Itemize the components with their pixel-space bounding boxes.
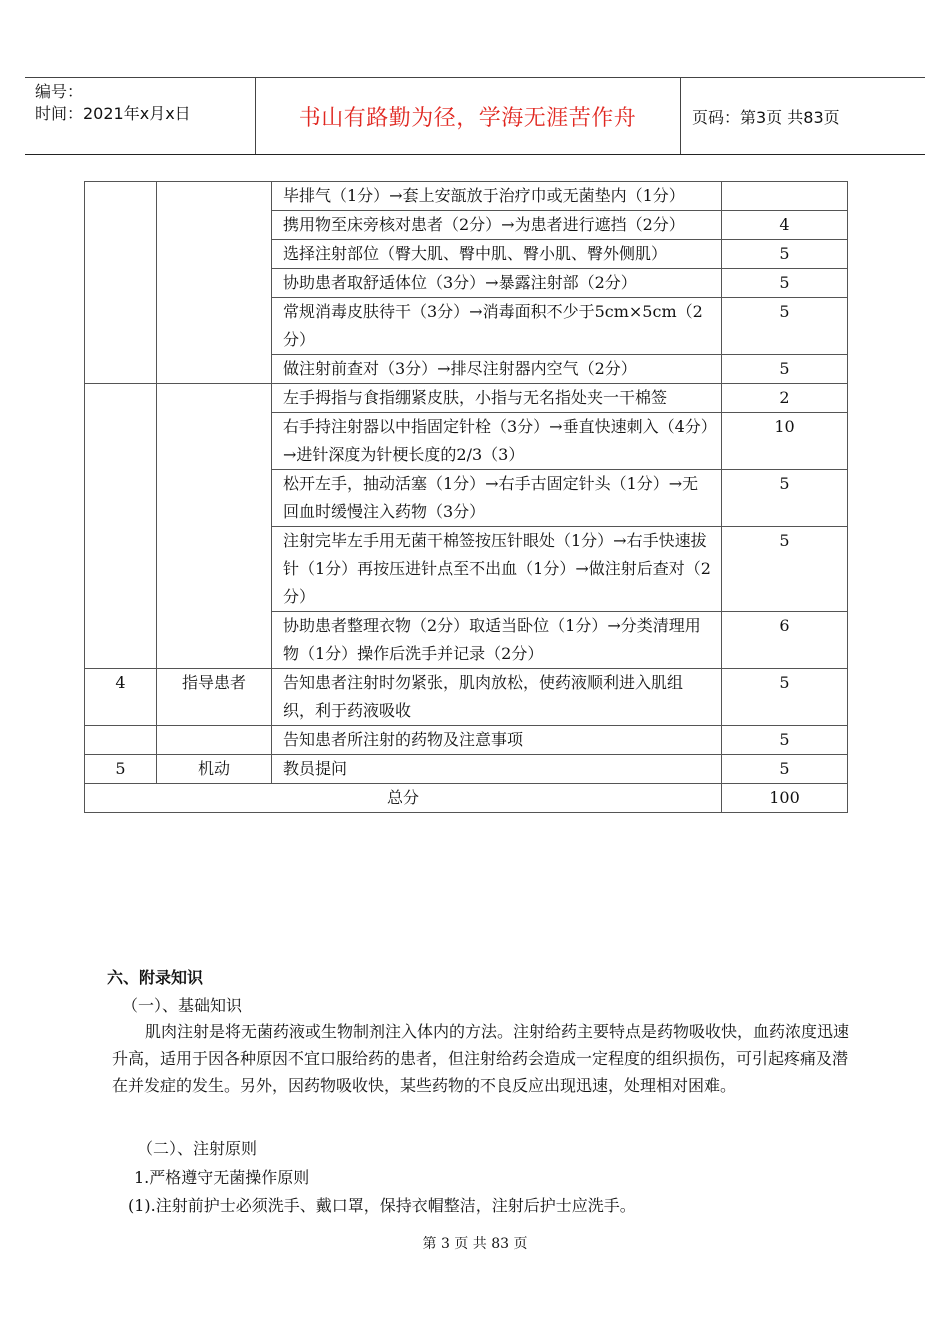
table-cell-number: [85, 384, 157, 669]
principle-subitem: (1).注射前护士必须洗手、戴口罩，保持衣帽整洁，注射后护士应洗手。: [128, 1196, 636, 1215]
table-total-row: [85, 784, 848, 813]
table-row: [85, 755, 848, 784]
header-top-rule: [25, 77, 925, 78]
scoring-table: [84, 181, 848, 813]
appendix-subheading-principles: （二）、注射原则: [137, 1139, 258, 1158]
table-row: [85, 384, 848, 413]
table-cell-category: 机动: [157, 755, 272, 784]
table-cell-number: 5: [85, 755, 157, 784]
table-cell-description: 告知患者所注射的药物及注意事项: [272, 726, 722, 755]
table-cell-number: [85, 182, 157, 384]
table-cell-description: 毕排气（1分）→套上安瓿放于治疗巾或无菌垫内（1分）: [272, 182, 722, 211]
table-cell-category: [157, 384, 272, 669]
table-cell-description: 注射完毕左手用无菌干棉签按压针眼处（1分）→右手快速拔针（1分）再按压进针点至不出血（1分）→做注射后查对（2分）: [272, 527, 722, 612]
table-cell-score: [722, 182, 848, 211]
table-cell-description: 携用物至床旁核对患者（2分）→为患者进行遮挡（2分）: [272, 211, 722, 240]
table-cell-number: 4: [85, 669, 157, 726]
table-cell-score: 2: [722, 384, 848, 413]
table-cell-score: 4: [722, 211, 848, 240]
header-motto: 书山有路勤为径，学海无涯苦作舟: [298, 106, 637, 131]
table-cell-score: 10: [722, 413, 848, 470]
principle-item: 1.严格遵守无菌操作原则: [134, 1168, 310, 1187]
table-cell-score: 5: [722, 298, 848, 355]
header-bottom-rule: [25, 154, 925, 155]
table-row: [85, 182, 848, 211]
table-cell-category: [157, 726, 272, 755]
total-label: 总分: [85, 784, 722, 813]
page-header: [25, 77, 925, 155]
table-cell-description: 教员提问: [272, 755, 722, 784]
appendix-heading: 六、附录知识: [107, 968, 204, 987]
table-cell-description: 做注射前查对（3分）→排尽注射器内空气（2分）: [272, 355, 722, 384]
header-page-number: 页码：第3页 共83页: [692, 108, 840, 127]
table-row: [85, 726, 848, 755]
table-cell-score: 5: [722, 470, 848, 527]
table-row: [85, 669, 848, 726]
table-cell-score: 6: [722, 612, 848, 669]
header-meta: [35, 81, 191, 125]
table-cell-description: 左手拇指与食指绷紧皮肤，小指与无名指处夹一干棉签: [272, 384, 722, 413]
table-cell-description: 协助患者整理衣物（2分）取适当卧位（1分）→分类清理用物（1分）操作后洗手并记录（2分）: [272, 612, 722, 669]
table-cell-description: 松开左手，抽动活塞（1分）→右手古固定针头（1分）→无回血时缓慢注入药物（3分）: [272, 470, 722, 527]
table-cell-score: 5: [722, 669, 848, 726]
table-cell-description: 协助患者取舒适体位（3分）→暴露注射部（2分）: [272, 269, 722, 298]
table-cell-description: 常规消毒皮肤待干（3分）→消毒面积不少于5cm×5cm（2分）: [272, 298, 722, 355]
table-cell-description: 告知患者注射时勿紧张，肌肉放松，使药液顺利进入肌组织，利于药液吸收: [272, 669, 722, 726]
appendix-subheading-basic: （一）、基础知识: [122, 996, 243, 1015]
table-cell-category: [157, 182, 272, 384]
header-number: 编号：: [35, 82, 84, 101]
table-cell-description: 右手持注射器以中指固定针栓（3分）→垂直快速刺入（4分）→进针深度为针梗长度的2/3（3）: [272, 413, 722, 470]
appendix-paragraph: 肌肉注射是将无菌药液或生物制剂注入体内的方法。注射给药主要特点是药物吸收快，血药浓度迅速升高，适用于因各种原因不宜口服给药的患者，但注射给药会造成一定程度的组织损伤，可引起疼痛及潜在并发症的发生。另外，因药物吸收快，某些药物的不良反应出现迅速，处理相对困难。: [112, 1022, 850, 1095]
table-cell-number: [85, 726, 157, 755]
table-cell-score: 5: [722, 755, 848, 784]
table-cell-score: 5: [722, 355, 848, 384]
table-cell-score: 5: [722, 726, 848, 755]
page-footer: 第 3 页 共 83 页: [422, 1236, 528, 1252]
header-time: 时间：2021年x月x日: [35, 104, 191, 123]
table-cell-score: 5: [722, 269, 848, 298]
total-score: 100: [722, 784, 848, 813]
table-cell-score: 5: [722, 527, 848, 612]
header-divider: [680, 77, 681, 155]
table-cell-score: 5: [722, 240, 848, 269]
table-cell-description: 选择注射部位（臀大肌、臀中肌、臀小肌、臀外侧肌）: [272, 240, 722, 269]
table-cell-category: 指导患者: [157, 669, 272, 726]
